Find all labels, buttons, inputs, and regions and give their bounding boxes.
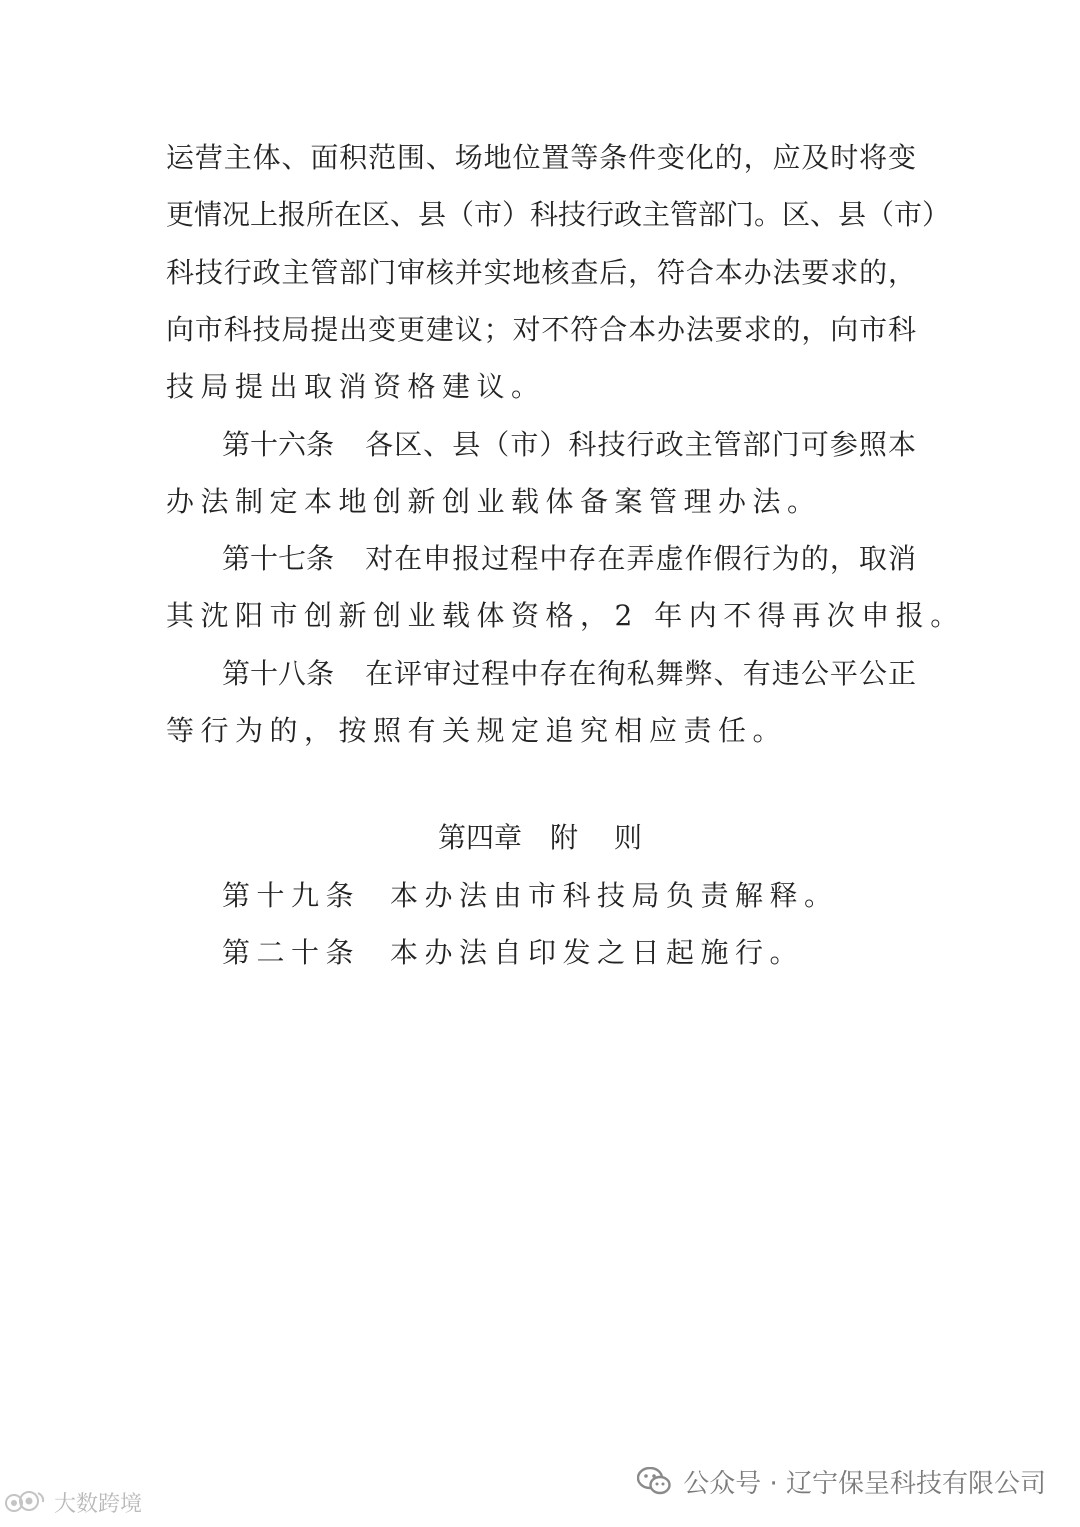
article-number: 第十九条 bbox=[222, 879, 361, 912]
wechat-icon bbox=[637, 1467, 671, 1495]
article-16-first-line bbox=[222, 425, 916, 465]
article-number: 第二十条 bbox=[222, 936, 361, 969]
article-text: 各区、县（市）科技行政主管部门可参照本 bbox=[364, 428, 916, 461]
article-20-line bbox=[222, 933, 916, 973]
article-text: 在评审过程中存在徇私舞弊、有违公平公正 bbox=[364, 657, 916, 690]
article-17-second-line: 其沈阳市创新创业载体资格，2 年内不得再次申报。 bbox=[166, 599, 965, 632]
chapter-number: 第四章 bbox=[437, 821, 522, 854]
chapter-title-part2: 则 bbox=[614, 821, 643, 854]
article-text: 本办法自印发之日起施行。 bbox=[390, 936, 805, 969]
chapter-title-part1: 附 bbox=[549, 821, 578, 854]
body-line: 科技行政主管部门审核并实地核查后，符合本办法要求的， bbox=[166, 256, 916, 289]
article-18-first-line bbox=[222, 654, 916, 694]
chapter-heading bbox=[0, 818, 1080, 858]
article-19-line bbox=[222, 876, 916, 916]
article-text: 对在申报过程中存在弄虚作假行为的，取消 bbox=[364, 542, 916, 575]
body-line: 向市科技局提出变更建议；对不符合本办法要求的，向市科 bbox=[166, 313, 916, 346]
body-line: 技局提出取消资格建议。 bbox=[166, 370, 546, 403]
article-16-second-line: 办法制定本地创新创业载体备案管理办法。 bbox=[166, 485, 822, 518]
article-17-first-line bbox=[222, 539, 916, 579]
body-line: 运营主体、面积范围、场地位置等条件变化的，应及时将变 bbox=[166, 141, 916, 174]
article-number: 第十七条 bbox=[222, 542, 335, 575]
watermark-text: 大数跨境 bbox=[54, 1491, 143, 1517]
article-text: 本办法由市科技局负责解释。 bbox=[390, 879, 839, 912]
article-18-second-line: 等行为的，按照有关规定追究相应责任。 bbox=[166, 714, 788, 747]
weibo-style-icon bbox=[4, 1488, 48, 1516]
official-account-footer bbox=[637, 1461, 1046, 1501]
body-line: 更情况上报所在区、县（市）科技行政主管部门。区、县（市） bbox=[166, 198, 951, 231]
article-number: 第十八条 bbox=[222, 657, 335, 690]
source-watermark bbox=[4, 1485, 142, 1519]
article-number: 第十六条 bbox=[222, 428, 335, 461]
footer-text: 公众号 · 辽宁保呈科技有限公司 bbox=[683, 1468, 1046, 1499]
